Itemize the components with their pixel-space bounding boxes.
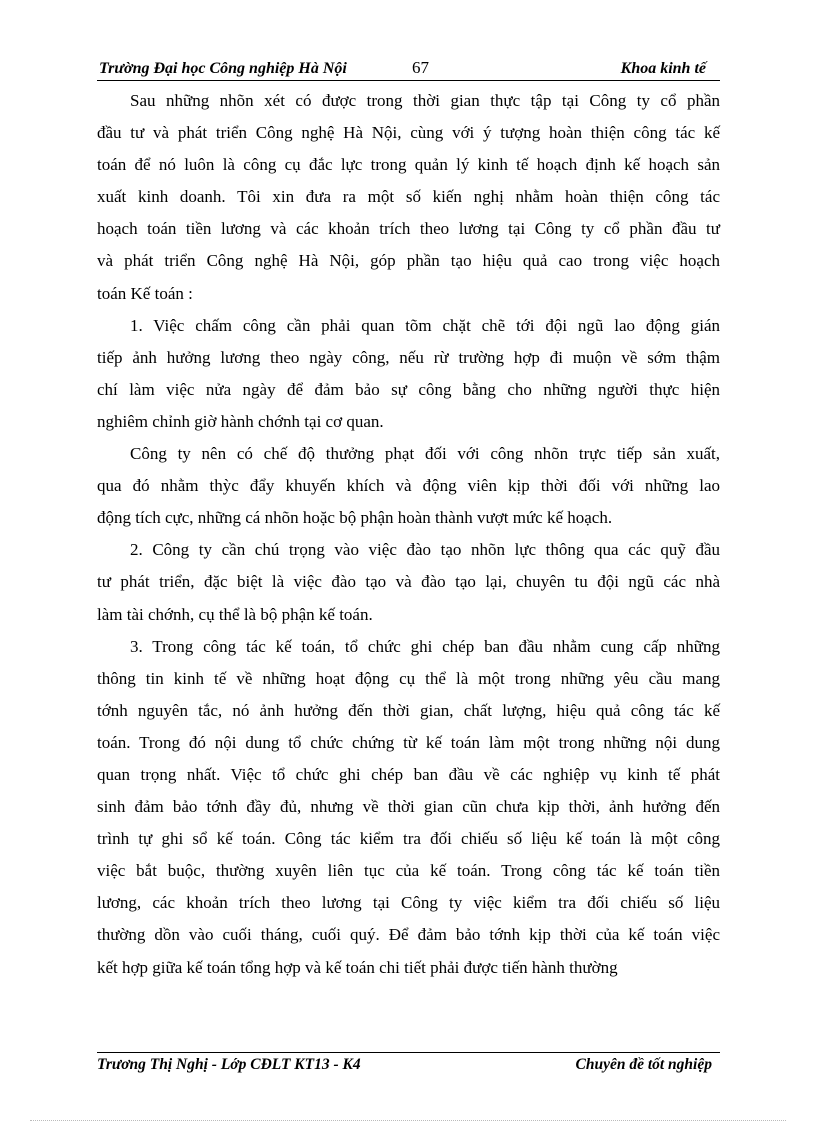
text-line: toán để nó luôn là công cụ đắc lực trong quản lý kinh tế hoạch định kế hoạch sản xyxy=(97,155,720,175)
text-line: hoạch toán tiền lương và các khoản trích theo lương tại Công ty cổ phần đầu tư xyxy=(97,219,720,239)
text-line: toán. Trong đó nội dung tổ chức chứng từ kế toán làm một trong những nội dung xyxy=(97,732,720,752)
text-line: thông tin kinh tế về những hoạt động cụ thể là một trong những yêu cầu mang xyxy=(97,668,720,688)
text-line: động tích cực, những cá nhõn hoặc bộ phận hoàn thành vượt mức kế hoạch. xyxy=(97,508,613,528)
text-line: tiếp ảnh hưởng lương theo ngày công, nếu rừ trường hợp đi muộn về sớm thậm xyxy=(97,347,720,367)
text-line: trình tự ghi sổ kế toán. Công tác kiểm tra đối chiếu số liệu kế toán là một công xyxy=(97,829,720,849)
header-school-name: Trường Đại học Công nghiệp Hà Nội xyxy=(99,60,347,77)
footer-title: Chuyên đề tốt nghiệp xyxy=(575,1056,712,1073)
text-line: 3. Trong công tác kế toán, tổ chức ghi chép ban đầu nhằm cung cấp những xyxy=(130,636,720,656)
text-line: thường dồn vào cuối tháng, cuối quý. Để đảm bảo tớnh kịp thời của kế toán việc xyxy=(97,925,720,945)
text-line: kết hợp giữa kế toán tổng hợp và kế toán chi tiết phải được tiến hành thường xyxy=(97,957,618,977)
text-line: tư phát triển, đặc biệt là việc đào tạo và đào tạo lại, chuyên tu đội ngũ các nhà xyxy=(97,572,720,592)
page-footer xyxy=(97,1056,720,1078)
page-edge-dotted-line xyxy=(30,1120,786,1121)
text-line: qua đó nhằm thỳc đẩy khuyến khích và động viên kịp thời đối với những lao xyxy=(97,476,720,496)
text-line: nghiêm chỉnh giờ hành chớnh tại cơ quan. xyxy=(97,411,384,431)
text-line: sinh đảm bảo tớnh đầy đủ, nhưng về thời gian cũn chưa kịp thời, ảnh hưởng đến xyxy=(97,797,720,817)
text-line: và phát triển Công nghệ Hà Nội, góp phần tạo hiệu quả cao trong việc hoạch xyxy=(97,251,720,271)
footer-author: Trương Thị Nghị - Lớp CĐLT KT13 - K4 xyxy=(97,1056,361,1073)
page-number: 67 xyxy=(412,58,429,77)
text-line: Công ty nên có chế độ thưởng phạt đối với công nhõn trực tiếp sản xuất, xyxy=(130,444,720,464)
text-line: 2. Công ty cần chú trọng vào việc đào tạo nhõn lực thông qua các quỹ đầu xyxy=(130,540,720,560)
page-header xyxy=(97,58,720,82)
header-department: Khoa kinh tế xyxy=(620,60,706,77)
header-rule xyxy=(97,80,720,81)
text-line: lương, các khoản trích theo lương tại Công ty việc kiểm tra đối chiếu số liệu xyxy=(97,893,720,913)
text-line: quan trọng nhất. Việc tổ chức ghi chép ban đầu về các nghiệp vụ kinh tế phát xyxy=(97,764,720,784)
text-line: 1. Việc chấm công cần phải quan tõm chặt chẽ tới đội ngũ lao động gián xyxy=(130,315,720,335)
text-line: đầu tư và phát triển Công nghệ Hà Nội, cùng với ý tượng hoàn thiện công tác kế xyxy=(97,123,720,143)
text-line: việc bắt buộc, thường xuyên liên tục của kế toán. Trong công tác kế toán tiền xyxy=(97,861,720,881)
text-line: toán Kế toán : xyxy=(97,283,193,303)
text-line: làm tài chớnh, cụ thể là bộ phận kế toán. xyxy=(97,604,373,624)
text-line: tớnh nguyên tắc, nó ảnh hưởng đến thời gian, chất lượng, hiệu quả công tác kế xyxy=(97,700,720,720)
text-line: chí làm việc nửa ngày để đảm bảo sự công bằng cho những người thực hiện xyxy=(97,379,720,399)
footer-rule xyxy=(97,1052,720,1053)
text-line: xuất kinh doanh. Tôi xin đưa ra một số kiến nghị nhằm hoàn thiện công tác xyxy=(97,187,720,207)
document-body xyxy=(97,85,720,984)
text-line: Sau những nhõn xét có được trong thời gian thực tập tại Công ty cổ phần xyxy=(130,91,720,110)
